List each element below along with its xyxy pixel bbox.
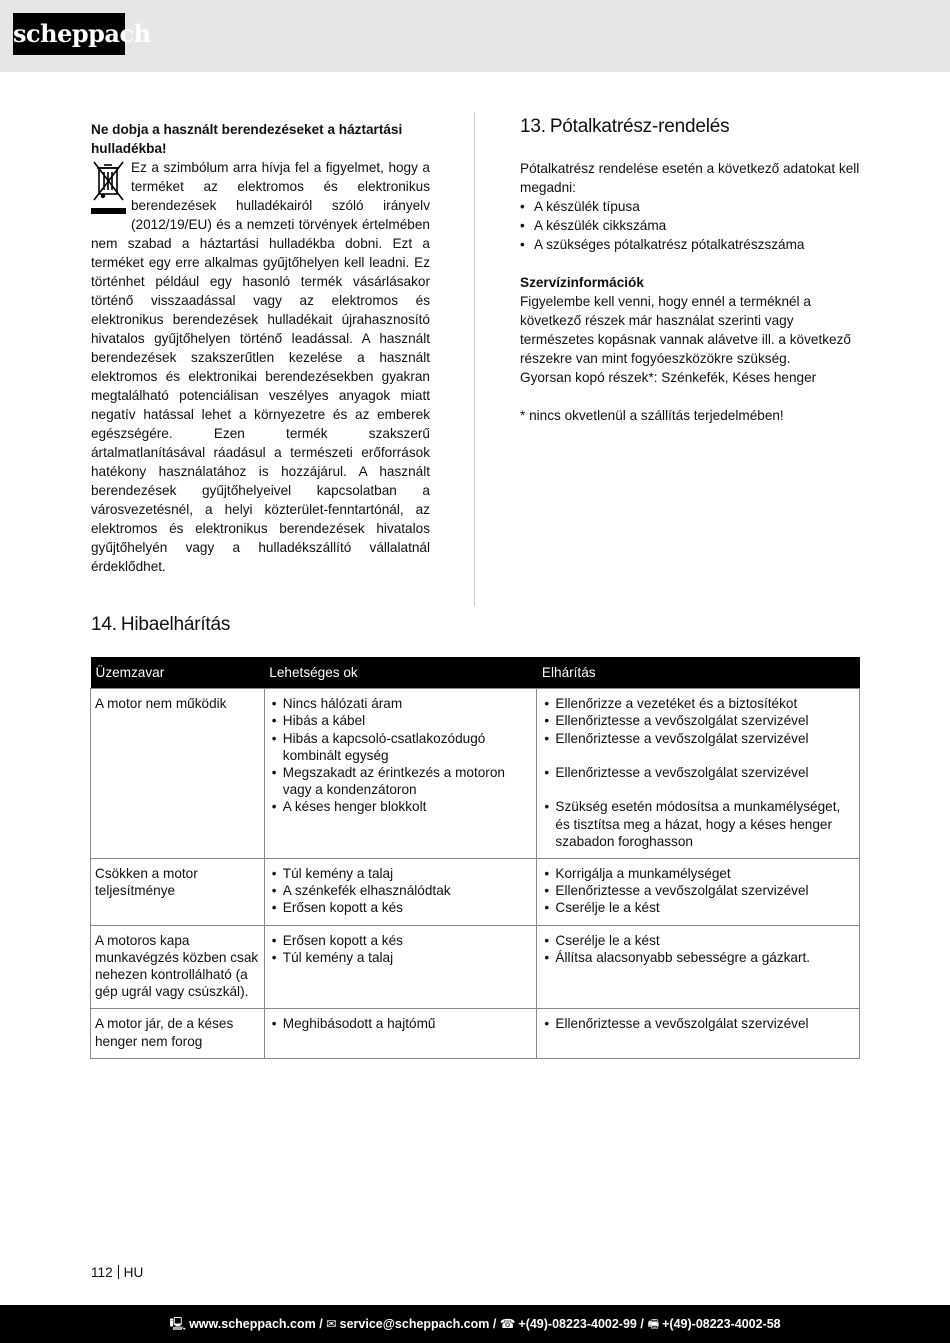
remedy-cell — [537, 1009, 860, 1058]
section-13-number: 13. — [520, 116, 546, 137]
troubleshooting-heading-wrap — [91, 612, 230, 638]
page-header — [0, 0, 950, 72]
list-item: • Ellenőriztesse a vevőszolgálat szervizével — [541, 882, 855, 899]
remedy-cell — [537, 859, 860, 926]
footer-fax: +(49)-08223-4002-58 — [662, 1317, 781, 1331]
list-item: • Ellenőriztesse a vevőszolgálat szervizével — [541, 712, 855, 729]
troubleshooting-table — [90, 657, 860, 1059]
list-item: • Nincs hálózati áram — [269, 695, 533, 712]
fault-cell: A motor jár, de a késes henger nem forog — [91, 1009, 265, 1058]
list-item: • Hibás a kapcsoló-csatlakozódugó kombinált egység — [269, 730, 533, 764]
column-header-fault: Üzemzavar — [91, 657, 265, 689]
section-13-title: Pótalkatrész-rendelés — [549, 116, 730, 137]
spare-parts-list — [520, 197, 860, 254]
computer-icon: 🖳 — [169, 1317, 187, 1331]
column-header-cause: Lehetséges ok — [264, 657, 537, 689]
list-item: • Ellenőriztesse a vevőszolgálat szervizével — [541, 1015, 855, 1032]
table-row — [91, 925, 860, 1009]
cause-cell — [264, 689, 537, 859]
list-item: • Korrigálja a munkamélységet — [541, 865, 855, 882]
wear-parts-line: Gyorsan kopó részek*: Szénkefék, Késes henger — [520, 370, 817, 385]
list-item: • Megszakadt az érintkezés a motoron vagy a kondenzátoron — [269, 764, 533, 798]
list-item: • A késes henger blokkolt — [269, 798, 533, 815]
page-footer: 🖳 www.scheppach.com / ✉ service@scheppach.com / ☎ +(49)-08223-4002-99 / 🖷 +(49)-08223-4002-58 — [0, 1305, 950, 1343]
footer-email[interactable]: service@scheppach.com — [339, 1317, 490, 1331]
list-item: • Ellenőriztesse a vevőszolgálat szervizével — [541, 764, 855, 781]
list-item: • A készülék cikkszáma — [520, 216, 860, 235]
section-14-number: 14. — [91, 614, 117, 635]
waste-warning-title: Ne dobja a használt berendezéseket a háztartási hulladékba! — [91, 122, 403, 156]
footer-website[interactable]: www.scheppach.com — [189, 1317, 316, 1331]
page-number-value: 112 — [91, 1265, 113, 1280]
list-item: • Erősen kopott a kés — [269, 899, 533, 916]
fax-icon: 🖷 — [647, 1317, 660, 1331]
fault-cell: A motor nem működik — [91, 689, 265, 859]
section-14-heading — [91, 612, 230, 638]
list-item: • Szükség esetén módosítsa a munkamélységet, és tisztítsa meg a házat, hogy a késes henger szabadon foroghasson — [541, 798, 855, 850]
telephone-icon: ☎ — [499, 1317, 516, 1331]
remedy-cell — [537, 689, 860, 859]
column-header-remedy: Elhárítás — [537, 657, 860, 689]
crossed-out-wheelie-bin-icon — [91, 158, 127, 216]
list-item: • A szénkefék elhasználódtak — [269, 882, 533, 899]
table-row — [91, 689, 860, 859]
brand-logo: scheppach — [13, 13, 125, 55]
spare-parts-section — [520, 114, 860, 425]
page-number — [91, 1265, 143, 1280]
list-item: • A szükséges pótalkatrész pótalkatrészszáma — [520, 235, 860, 254]
list-item: • Meghibásodott a hajtómű — [269, 1015, 533, 1032]
fault-cell: Csökken a motor teljesítménye — [91, 859, 265, 926]
waste-warning-body: Ez a szimbólum arra hívja fel a figyelmet, hogy a terméket az elektromos és elektronikus berendezések hulladékairól szóló irányelv (2012/19/EU) és a nemzeti törvények értelmében nem szabad a háztartási hulladékba dobni. Ezt a terméket egy erre alkalmas gyűjtőhelyen kell leadni. Ez történhet például egy hasonló termék vásárlásakor történő visszaadással vagy az elektromos és elektronikus berendezések hulladékait újrahasznosító hivatalos gyűjtőhelyen történő leadással. A használt berendezések szakszerűtlen kezelése a használt elektromos és elektronikai berendezésekben gyakran megtalálható potenciálisan veszélyes anyagok miatt negatív hatással lehet a környezetre és az emberek egészségére. Ezen termék szakszerű ártalmatlanításával ráadásul a természeti erőforrások hatékony használatához is hozzájárul. A használt berendezések gyűjtőhelyeivel kapcsolatban a városvezetésnél, a helyi közterület-fenntartónál, az elektromos és elektronikus berendezések hivatalos gyűjtőhelyén vagy a hulladékszállító vállalatnál érdeklődhet. — [91, 160, 430, 574]
list-item: • Ellenőriztesse a vevőszolgálat szervizével — [541, 730, 855, 747]
service-info-title: Szervízinformációk — [520, 275, 644, 290]
column-divider — [474, 112, 475, 606]
list-item: • Cserélje le a kést — [541, 932, 855, 949]
section-13-heading — [520, 114, 860, 140]
service-info-body: Figyelembe kell venni, hogy ennél a terméknél a következő részek már használat szerinti vagy természetes kopásnak vannak alávetve ill. a következő részekre van mint fogyóeszközökre szükség. — [520, 294, 851, 366]
list-item: • Hibás a kábel — [269, 712, 533, 729]
table-row — [91, 1009, 860, 1058]
remedy-cell — [537, 925, 860, 1009]
cause-cell — [264, 1009, 537, 1058]
list-item: • Ellenőrizze a vezetéket és a biztosítékot — [541, 695, 855, 712]
list-item: • Túl kemény a talaj — [269, 949, 533, 966]
section-14-title: Hibaelhárítás — [120, 614, 231, 635]
list-item: • Cserélje le a kést — [541, 899, 855, 916]
footer-phone: +(49)-08223-4002-99 — [518, 1317, 637, 1331]
list-item: • A készülék típusa — [520, 197, 860, 216]
cause-cell — [264, 925, 537, 1009]
waste-disposal-section — [91, 120, 430, 576]
cause-cell — [264, 859, 537, 926]
table-header-row — [91, 657, 860, 689]
fault-cell: A motoros kapa munkavégzés közben csak nehezen kontrollálható (a gép ugrál vagy csúszkál). — [91, 925, 265, 1009]
footnote: * nincs okvetlenül a szállítás terjedelmében! — [520, 408, 784, 423]
table-row — [91, 859, 860, 926]
list-item: • Állítsa alacsonyabb sebességre a gázkart. — [541, 949, 855, 966]
spare-parts-intro: Pótalkatrész rendelése esetén a következő adatokat kell megadni: — [520, 161, 860, 195]
envelope-icon: ✉ — [326, 1317, 337, 1331]
list-item: • Erősen kopott a kés — [269, 932, 533, 949]
page-language: HU — [123, 1265, 144, 1280]
list-item: • Túl kemény a talaj — [269, 865, 533, 882]
